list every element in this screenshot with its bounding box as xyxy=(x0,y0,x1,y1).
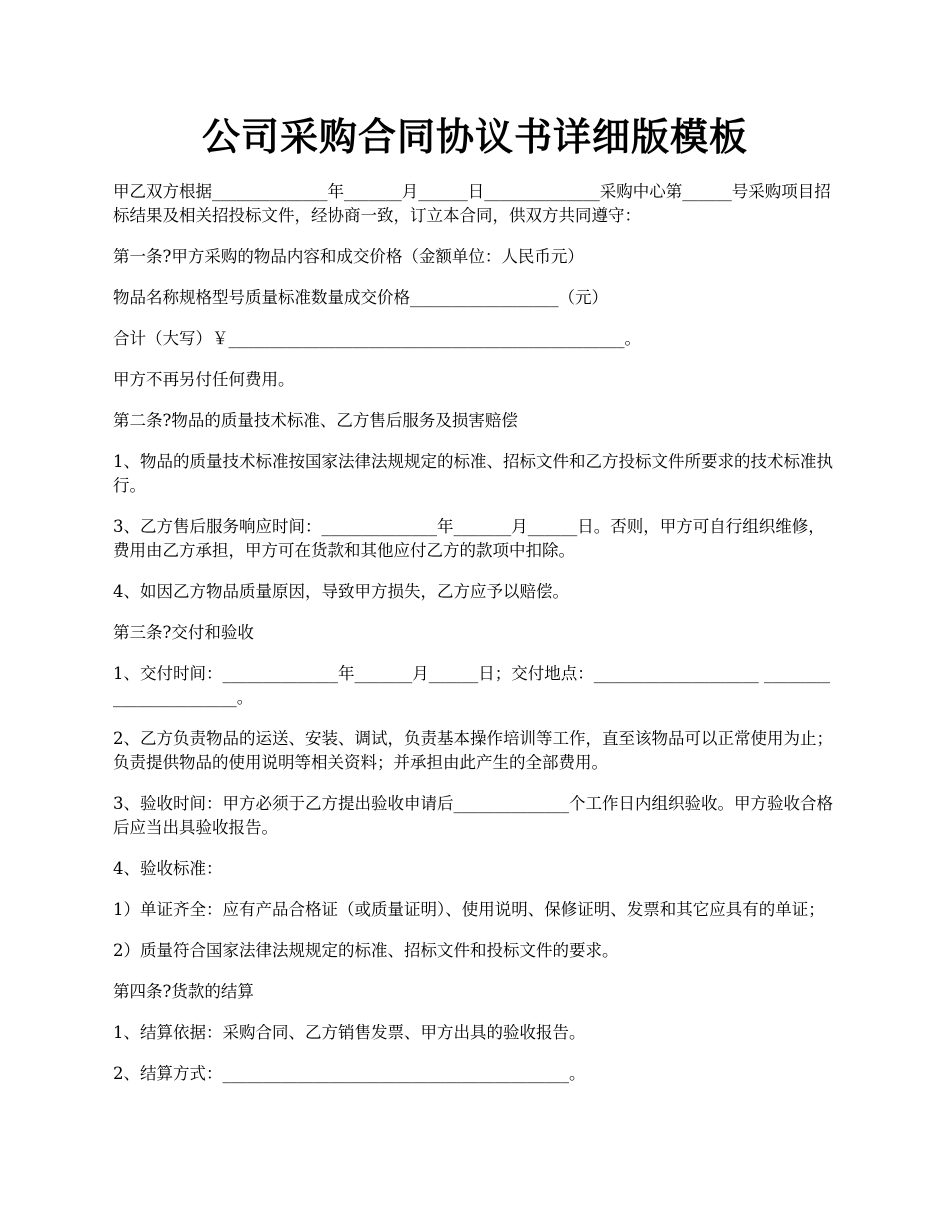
paragraph-documents-complete: 1）单证齐全：应有产品合格证（或质量证明）、使用说明、保修证明、发票和其它应具有的单证； xyxy=(113,900,825,919)
paragraph-quality-standard: 1、物品的质量技术标准按国家法律法规规定的标准、招标文件和乙方投标文件所要求的技术标准执行。 xyxy=(113,452,833,495)
document-body xyxy=(113,180,837,1103)
paragraph-no-extra-fee: 甲方不再另付任何费用。 xyxy=(113,370,295,389)
paragraph-service-response: 3、乙方售后服务响应时间：______________年_______月______日。否则，甲方可自行组织维修，费用由乙方承担，甲方可在货款和其他应付乙方的款项中扣除。 xyxy=(113,517,825,560)
paragraph-settlement-basis: 1、结算依据：采购合同、乙方销售发票、甲方出具的验收报告。 xyxy=(113,1023,586,1042)
paragraph-preamble: 甲乙双方根据______________年_______月______日______________采购中心第______号采购项目招标结果及相关招投标文件，经协商一致，订立本合同，供双方共同遵守： xyxy=(113,182,831,225)
paragraph-compensation: 4、如因乙方物品质量原因，导致甲方损失，乙方应予以赔偿。 xyxy=(113,582,569,601)
paragraph-settlement-method: 2、结算方式：__________________________________________。 xyxy=(113,1064,586,1083)
paragraph-item-price: 物品名称规格型号质量标准数量成交价格__________________（元） xyxy=(113,288,608,307)
paragraph-article-3-heading: 第三条?交付和验收 xyxy=(113,623,254,642)
paragraph-total-amount: 合计（大写）￥________________________________________________。 xyxy=(113,329,641,348)
document-title: 公司采购合同协议书详细版模板 xyxy=(201,114,748,159)
paragraph-installation: 2、乙方负责物品的运送、安装、调试，负责基本操作培训等工作，直至该物品可以正常使用为止；负责提供物品的使用说明等相关资料；并承担由此产生的全部费用。 xyxy=(113,729,833,772)
paragraph-acceptance-time: 3、验收时间：甲方必须于乙方提出验收申请后______________个工作日内组织验收。甲方验收合格后应当出具验收报告。 xyxy=(113,794,833,837)
paragraph-article-1-heading: 第一条?甲方采购的物品内容和成交价格（金额单位：人民币元） xyxy=(113,247,584,266)
paragraph-acceptance-standard: 4、验收标准： xyxy=(113,859,223,878)
paragraph-delivery-time: 1、交付时间：______________年_______月______日；交付地点：____________________ _______________________。 xyxy=(113,664,830,707)
paragraph-quality-compliance: 2）质量符合国家法律法规规定的标准、招标文件和投标文件的要求。 xyxy=(113,941,619,960)
paragraph-article-2-heading: 第二条?物品的质量技术标准、乙方售后服务及损害赔偿 xyxy=(113,411,518,430)
paragraph-article-4-heading: 第四条?货款的结算 xyxy=(113,982,254,1001)
